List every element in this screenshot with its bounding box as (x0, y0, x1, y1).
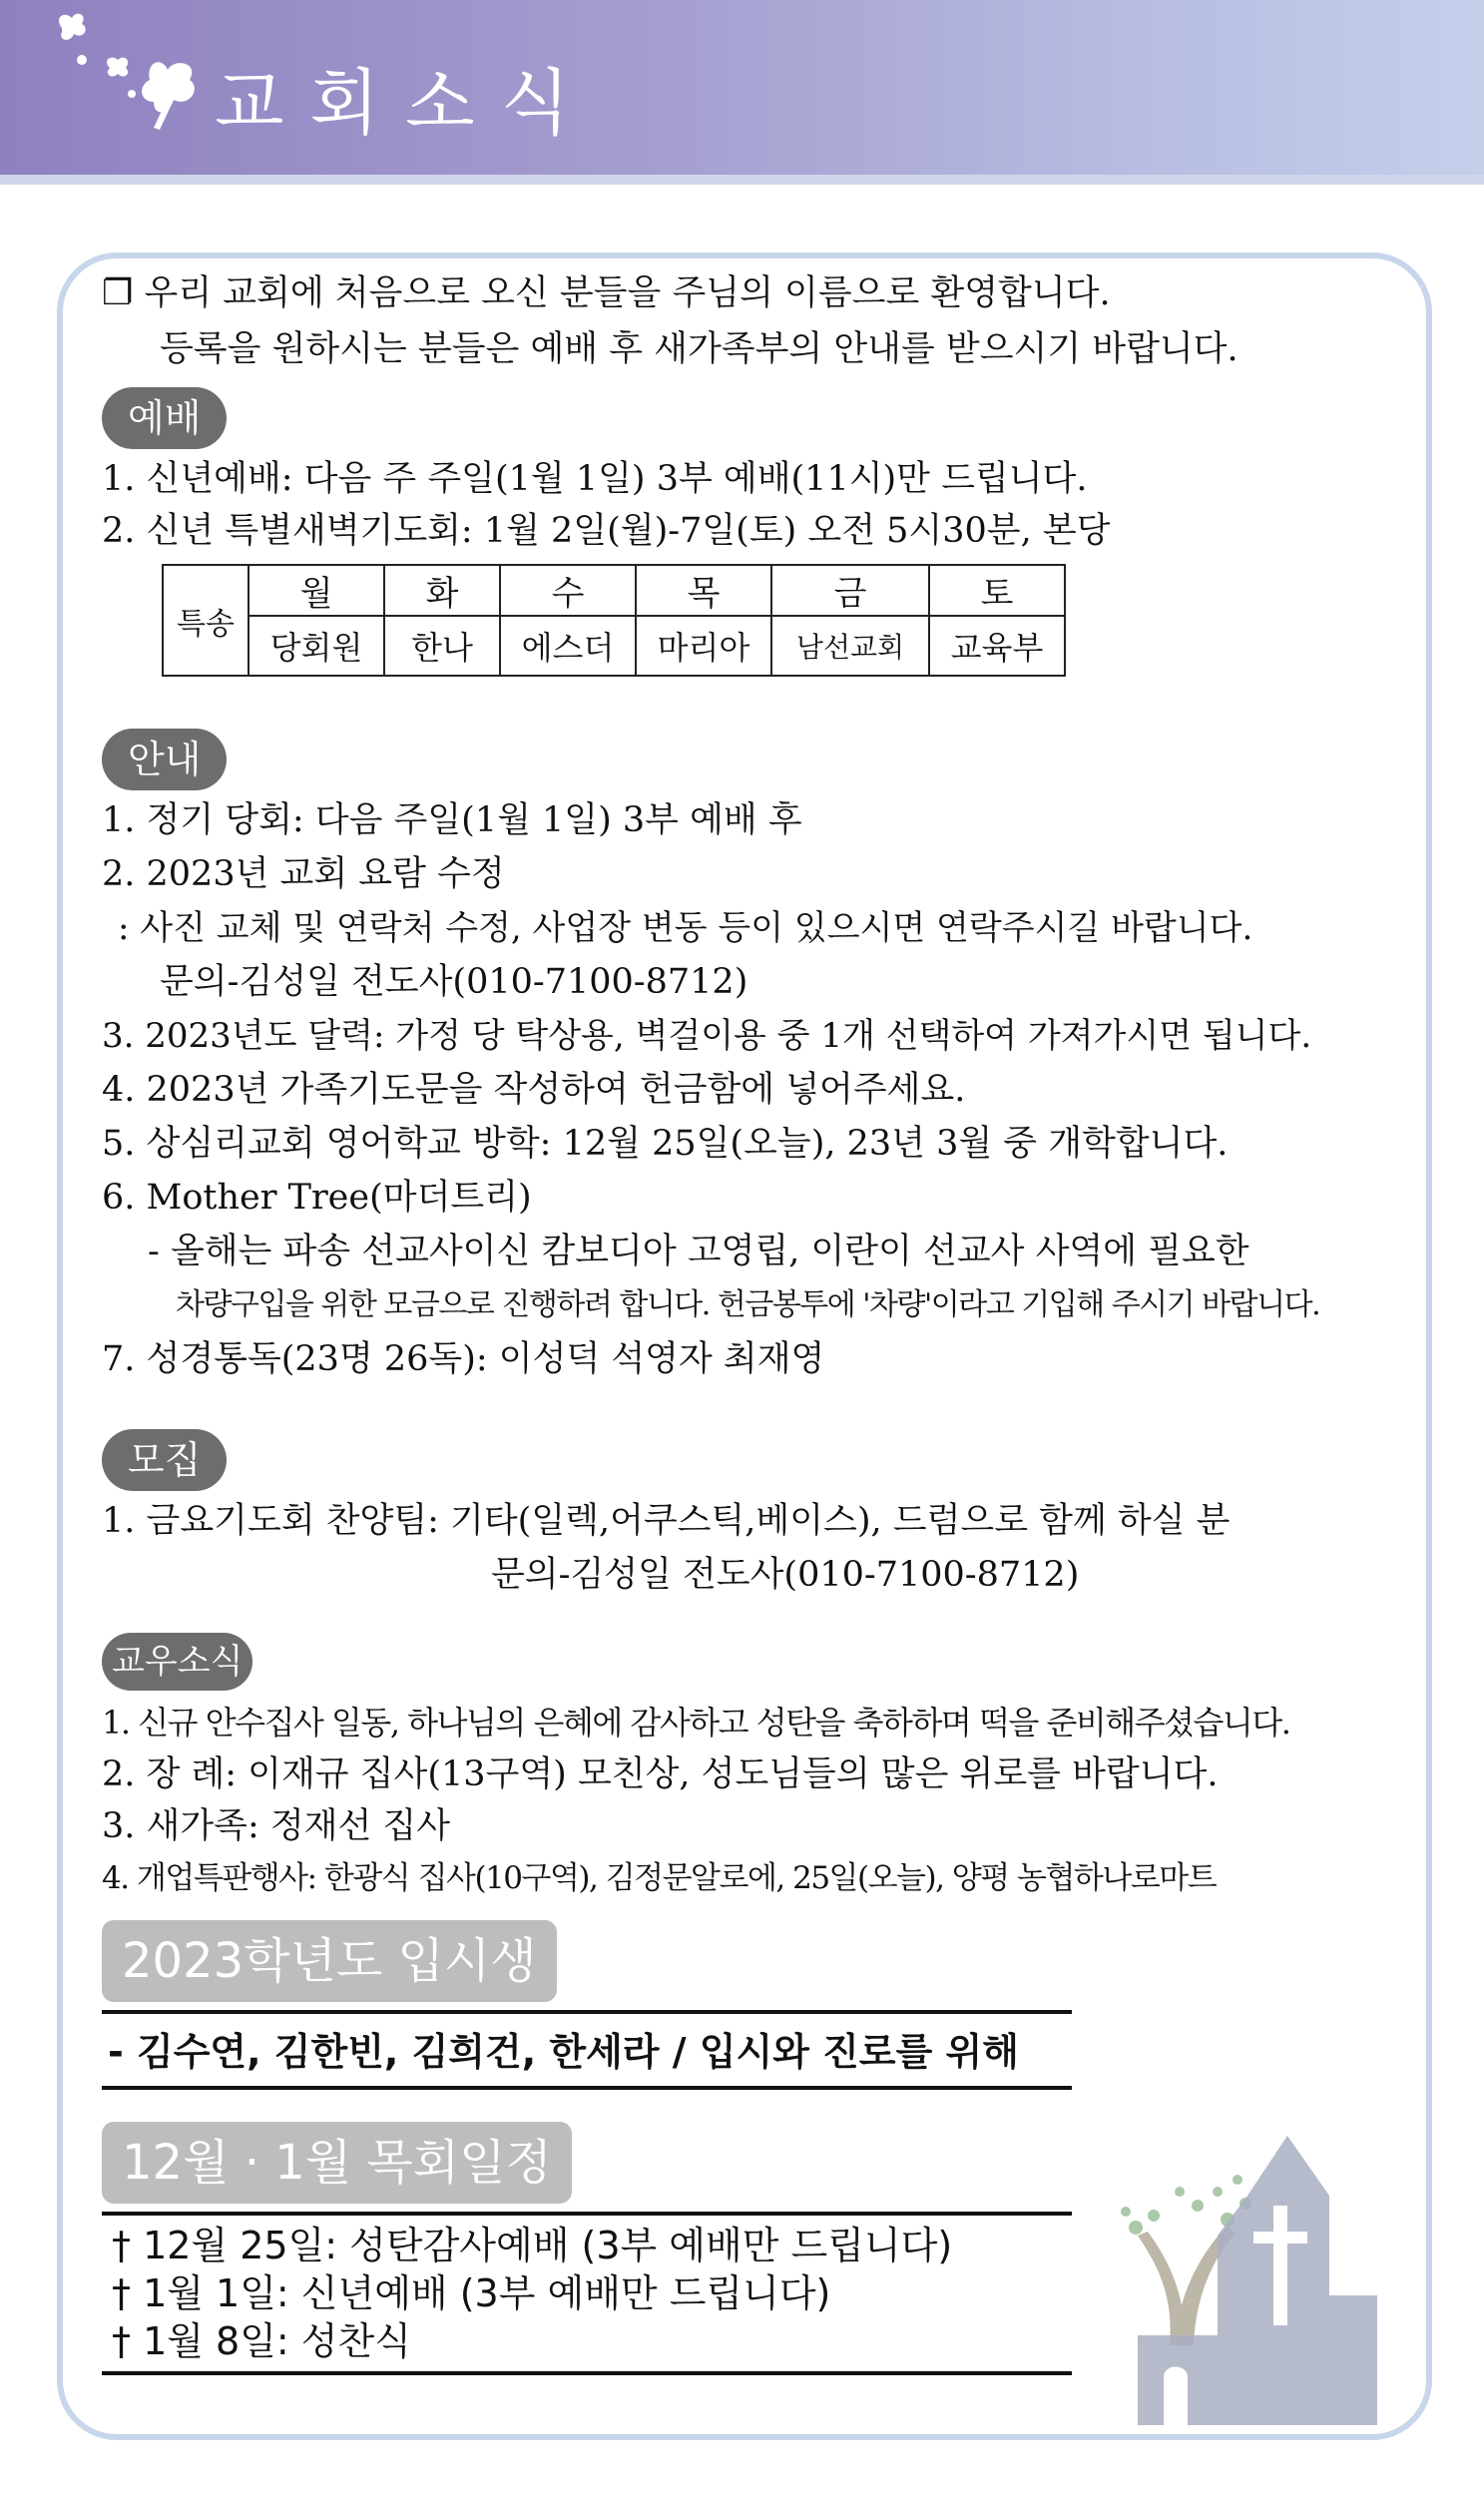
table-row-label: 특송 (163, 565, 248, 676)
table-group: 에스더 (500, 616, 636, 676)
section-label-worship: 예배 (102, 387, 227, 449)
table-day: 토 (929, 565, 1065, 616)
notice-line: 차량구입을 위한 모금으로 진행하려 합니다. 헌금봉투에 '차량'이라고 기입해 주시기 바랍니다. (176, 1287, 1320, 1322)
members-line: 3. 새가족: 정재선 집사 (102, 1806, 451, 1846)
section-label-recruit: 모집 (102, 1429, 227, 1491)
notice-line: 6. Mother Tree(마더트리) (102, 1178, 532, 1218)
church-tree-illustration (1078, 2116, 1397, 2435)
notice-line: 4. 2023년 가족기도문을 작성하여 헌금함에 넣어주세요. (102, 1070, 966, 1110)
notice-line: 7. 성경통독(23명 26독): 이성덕 석영자 최재영 (102, 1339, 825, 1379)
recruit-line: 1. 금요기도회 찬양팀: 기타(일렉,어쿠스틱,베이스), 드럼으로 함께 하실 분 (102, 1501, 1231, 1541)
special-song-table (162, 564, 1066, 677)
admissions-title: 2023학년도 입시생 (102, 1920, 557, 2002)
notice-line: 문의-김성일 전도사(010-7100-8712) (160, 962, 748, 1002)
worship-item-1: 1. 신년예배: 다음 주 주일(1월 1일) 3부 예배(11시)만 드립니다. (102, 459, 1088, 499)
table-group: 교육부 (929, 616, 1065, 676)
schedule-rule-top (102, 2212, 1072, 2216)
admissions-rule-top (102, 2010, 1072, 2014)
members-line: 4. 개업특판행사: 한광식 집사(10구역), 김정문알로에, 25일(오늘), 양평 농협하나로마트 (102, 1860, 1217, 1896)
butterfly-icon (50, 10, 220, 140)
schedule-item: † 12월 25일: 성탄감사예배 (3부 예배만 드립니다) (112, 2224, 953, 2267)
table-group: 마리아 (636, 616, 771, 676)
schedule-rule-bottom (102, 2371, 1072, 2375)
intro-line-1: ❐ 우리 교회에 처음으로 오신 분들을 주님의 이름으로 환영합니다. (102, 273, 1111, 313)
table-day: 월 (248, 565, 384, 616)
banner-underline (0, 175, 1484, 185)
notice-line: - 올해는 파송 선교사이신 캄보디아 고영립, 이란이 선교사 사역에 필요한 (148, 1232, 1249, 1271)
intro-line-2: 등록을 원하시는 분들은 예배 후 새가족부의 안내를 받으시기 바랍니다. (160, 329, 1238, 369)
header-banner (0, 0, 1484, 175)
admissions-rule-bottom (102, 2086, 1072, 2090)
members-line: 1. 신규 안수집사 일동, 하나님의 은혜에 감사하고 성탄을 축하하며 떡을 준비해주셨습니다. (102, 1704, 1290, 1742)
notice-line: 3. 2023년도 달력: 가정 당 탁상용, 벽걸이용 중 1개 선택하여 가져가시면 됩니다. (102, 1016, 1312, 1056)
page-title: 교회소식 (215, 61, 597, 145)
table-day: 수 (500, 565, 636, 616)
schedule-item: † 1월 1일: 신년예배 (3부 예배만 드립니다) (112, 2271, 831, 2315)
table-day: 금 (771, 565, 929, 616)
admissions-text: - 김수연, 김한빈, 김희건, 한세라 / 입시와 진로를 위해 (108, 2030, 1019, 2074)
recruit-line: 문의-김성일 전도사(010-7100-8712) (491, 1555, 1080, 1595)
section-label-notice: 안내 (102, 729, 227, 790)
schedule-title: 12월 · 1월 목회일정 (102, 2122, 572, 2204)
worship-item-2: 2. 신년 특별새벽기도회: 1월 2일(월)-7일(토) 오전 5시30분, 본당 (102, 511, 1111, 551)
members-line: 2. 장 례: 이재규 집사(13구역) 모친상, 성도님들의 많은 위로를 바랍니다. (102, 1754, 1219, 1794)
notice-line: 1. 정기 당회: 다음 주일(1월 1일) 3부 예배 후 (102, 800, 802, 840)
notice-line: 2. 2023년 교회 요람 수정 (102, 854, 505, 894)
table-day: 목 (636, 565, 771, 616)
table-group: 한나 (384, 616, 500, 676)
notice-line: : 사진 교체 및 연락처 수정, 사업장 변동 등이 있으시면 연락주시길 바랍니다. (118, 908, 1253, 948)
notice-line: 5. 상심리교회 영어학교 방학: 12월 25일(오늘), 23년 3월 중 개학합니다. (102, 1124, 1229, 1164)
section-label-members: 교우소식 (102, 1633, 252, 1691)
table-group: 당회원 (248, 616, 384, 676)
table-group: 남선교회 (771, 616, 929, 676)
schedule-item: † 1월 8일: 성찬식 (112, 2319, 411, 2363)
table-day: 화 (384, 565, 500, 616)
